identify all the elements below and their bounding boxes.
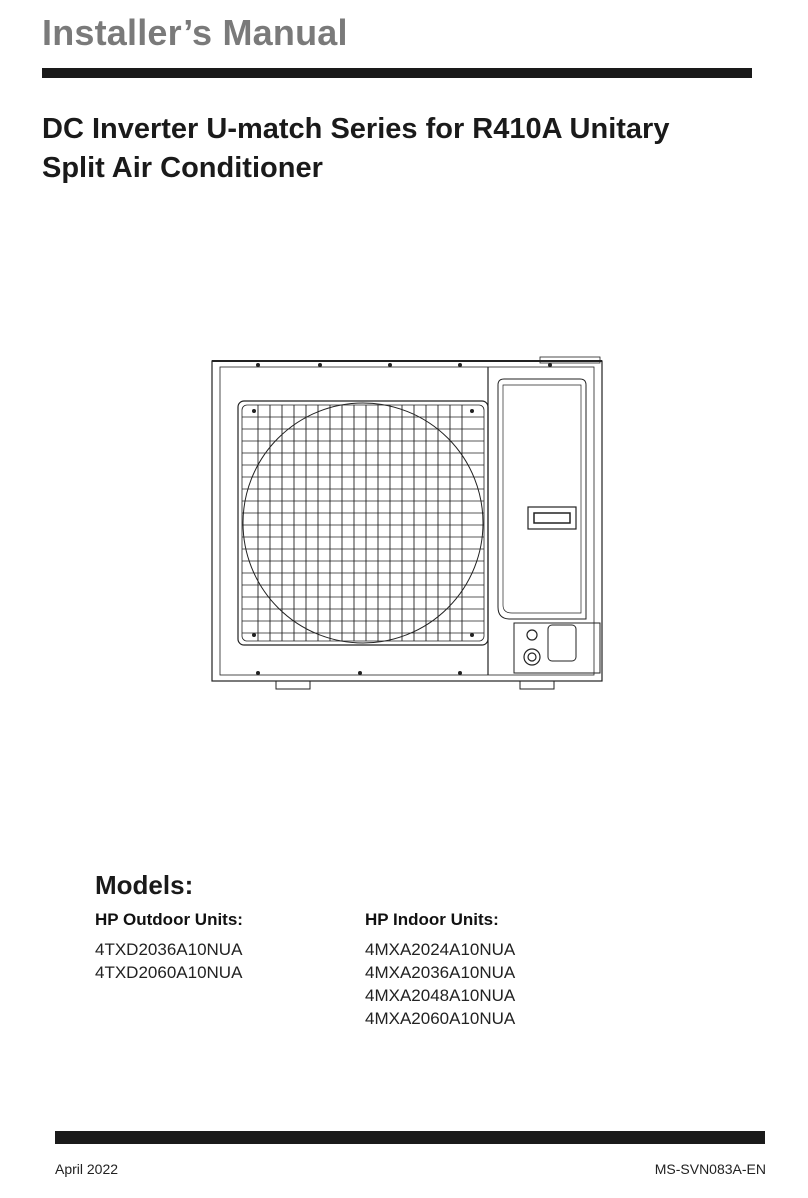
outdoor-units-heading: HP Outdoor Units: (95, 910, 243, 929)
header-rule (42, 68, 752, 78)
document-title (42, 110, 772, 188)
document-title-line-2: Split Air Conditioner (42, 152, 323, 184)
outdoor-units-column (95, 910, 243, 984)
document-title-line-1: DC Inverter U-match Series for R410A Unitary (42, 113, 670, 145)
indoor-model-item: 4MXA2048A10NUA (365, 986, 516, 1005)
indoor-units-column (365, 910, 515, 1030)
indoor-model-item: 4MXA2036A10NUA (365, 963, 516, 982)
footer-rule (55, 1131, 765, 1144)
indoor-units-heading: HP Indoor Units: (365, 910, 499, 929)
outdoor-model-item: 4TXD2060A10NUA (95, 963, 243, 982)
header-title: Installer’s Manual (42, 12, 348, 53)
indoor-model-item: 4MXA2024A10NUA (365, 940, 516, 959)
indoor-model-item: 4MXA2060A10NUA (365, 1009, 516, 1028)
models-heading: Models: (95, 870, 194, 900)
footer-document-code: MS-SVN083A-EN (654, 1161, 766, 1177)
outdoor-unit-illustration (210, 355, 604, 691)
outdoor-model-item: 4TXD2036A10NUA (95, 940, 243, 959)
footer-date: April 2022 (55, 1161, 119, 1177)
